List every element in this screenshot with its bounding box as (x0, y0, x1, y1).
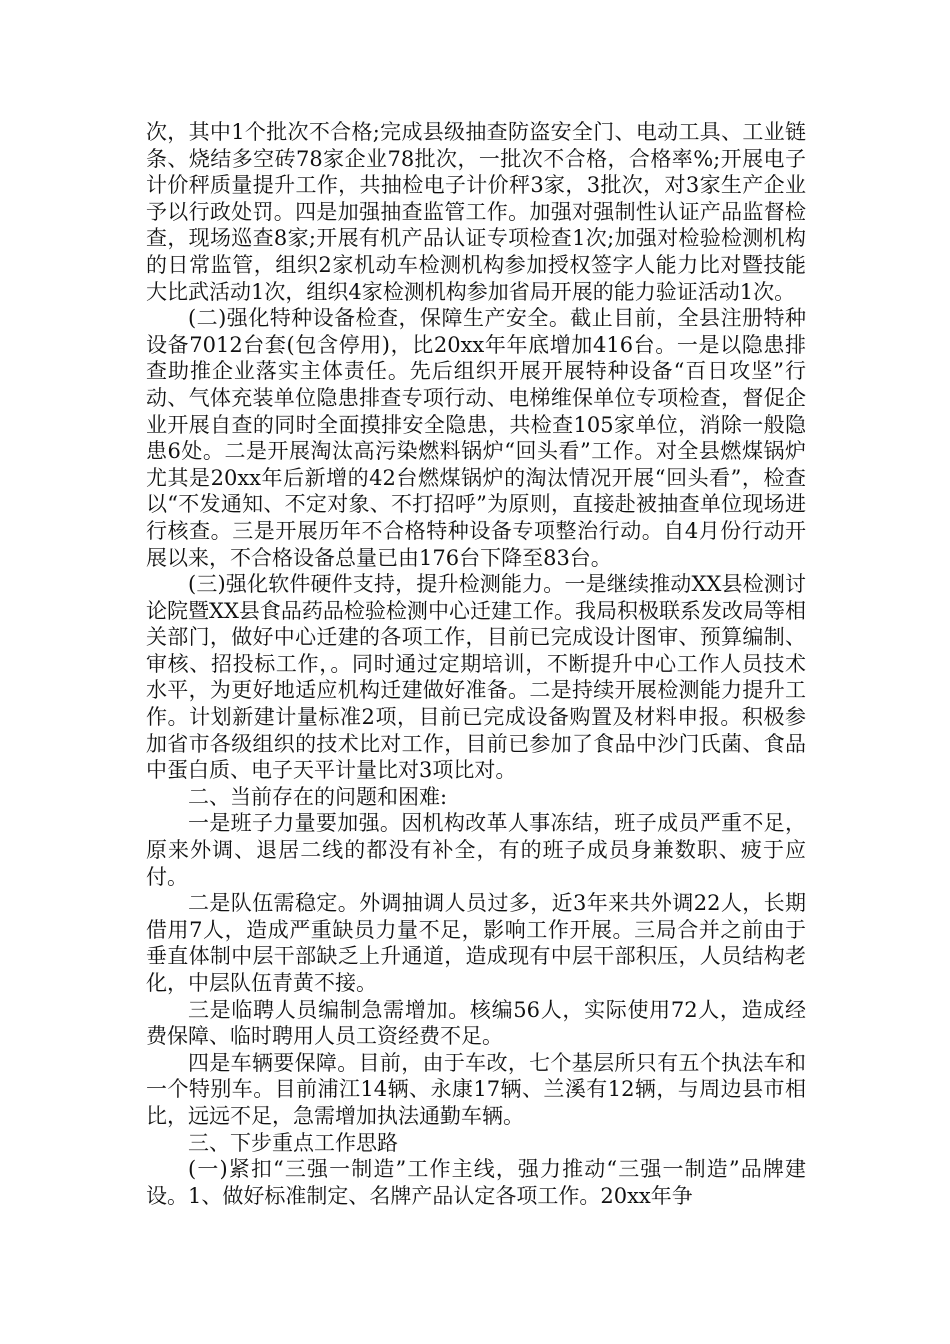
section-heading-next-steps: 三、下步重点工作思路 (188, 1130, 398, 1155)
paragraph-vehicles: 四是车辆要保障。目前，由于车改，七个基层所只有五个执法车和一个特别车。目前浦江14辆、永康17辆、兰溪有12辆，与周边县市相比，远远不足，急需增加执法通勤车辆。 (146, 1050, 806, 1128)
paragraph-leadership: 一是班子力量要加强。因机构改革人事冻结，班子成员严重不足，原来外调、退居二线的都没有补全，有的班子成员身兼数职、疲于应付。 (146, 811, 806, 889)
paragraph-temporary-staff: 三是临聘人员编制急需增加。核编56人，实际使用72人，造成经费保障、临时聘用人员工资经费不足。 (146, 997, 806, 1049)
paragraph-team-stability: 二是队伍需稳定。外调抽调人员过多，近3年来共外调22人，长期借用7人，造成严重缺员力量不足，影响工作开展。三局合并之前由于垂直体制中层干部缺乏上升通道，造成现有中层干部积压，人员结构老化，中层队伍青黄不接。 (146, 891, 806, 995)
paragraph-testing-capacity: (三)强化软件硬件支持，提升检测能力。一是继续推动XX县检测讨论院暨XX县食品药品检验检测中心迁建工作。我局积极联系发改局等相关部门，做好中心迁建的各项工作，目前已完成设计图审、预算编制、审核、招投标工作，。同时通过定期培训，不断提升中心工作人员技术水平，为更好地适应机构迁建做好准备。二是持续开展检测能力提升工作。计划新建计量标准2项，目前已完成设备购置及材料申报。积极参加省市各级组织的技术比对工作，目前已参加了食品中沙门氏菌、食品中蛋白质、电子天平计量比对3项比对。 (146, 572, 806, 783)
paragraph-continued: 次，其中1个批次不合格;完成县级抽查防盗安全门、电动工具、工业链条、烧结多空砖78家企业78批次，一批次不合格，合格率%;开展电子计价秤质量提升工作，共抽检电子计价秤3家，3批次，对3家生产企业予以行政处罚。四是加强抽查监管工作。加强对强制性认证产品监督检查，现场巡查8家;开展有机产品认证专项检查1次;加强对检验检测机构的日常监管，组织2家机动车检测机构参加授权签字人能力比对暨技能大比武活动1次，组织4家检测机构参加省局开展的能力验证活动1次。 (146, 120, 806, 304)
document-page (146, 119, 806, 1209)
paragraph-special-equipment: (二)强化特种设备检查，保障生产安全。截止目前，全县注册特种设备7012台套(包含停用)，比20xx年年底增加416台。一是以隐患排查助推企业落实主体责任。先后组织开展开展特种设备“百日攻坚”行动、气体充装单位隐患排查专项行动、电梯维保单位专项检查，督促企业开展自查的同时全面摸排安全隐患，共检查105家单位，消除一般隐患6处。二是开展淘汰高污染燃料锅炉“回头看”工作。对全县燃煤锅炉尤其是20xx年后新增的42台燃煤锅炉的淘汰情况开展“回头看”，检查以“不发通知、不定对象、不打招呼”为原则，直接赴被抽查单位现场进行核查。三是开展历年不合格特种设备专项整治行动。自4月份行动开展以来，不合格设备总量已由176台下降至83台。 (146, 306, 806, 570)
section-heading-problems: 二、当前存在的问题和困难: (188, 784, 448, 809)
paragraph-brand-building: (一)紧扣“三强一制造”工作主线，强力推动“三强一制造”品牌建设。1、做好标准制定、名牌产品认定各项工作。20xx年争 (146, 1157, 806, 1208)
